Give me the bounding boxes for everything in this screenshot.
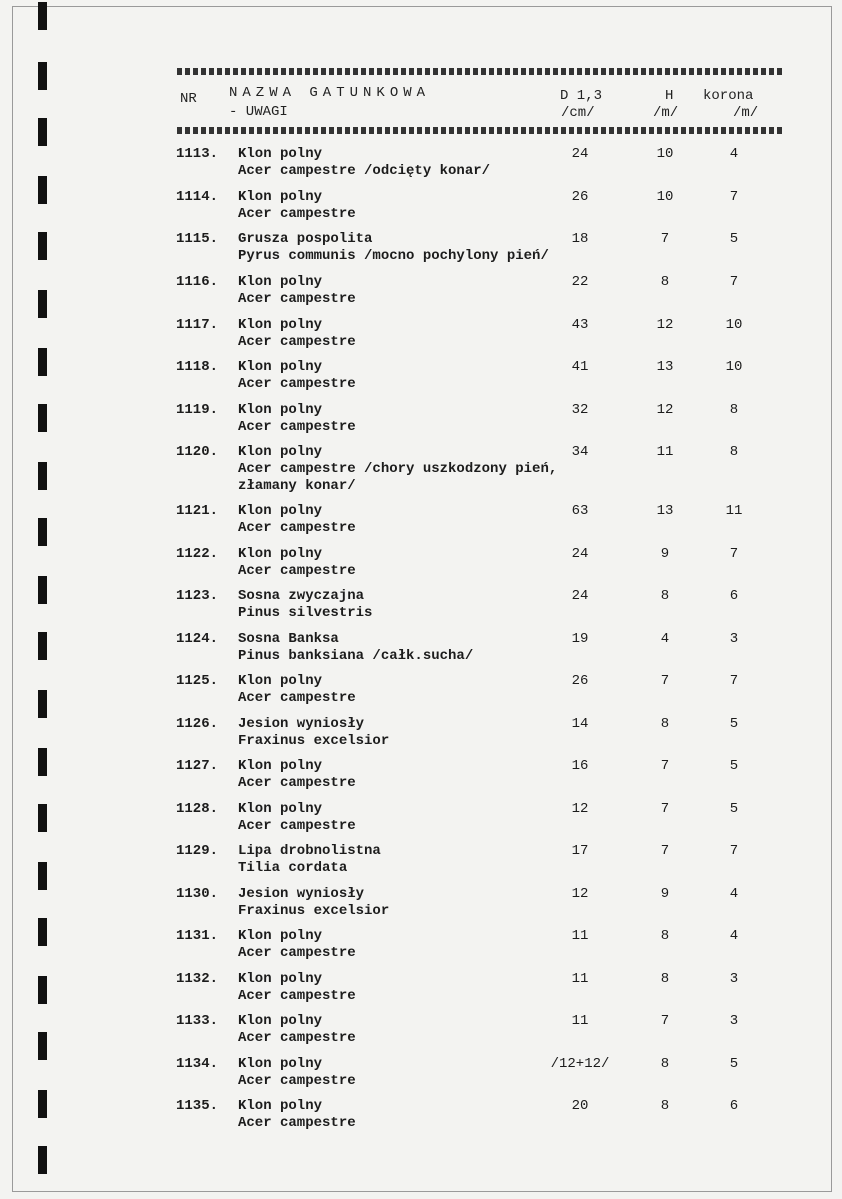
latin-name-remarks: Acer campestre (238, 563, 356, 579)
tree-number: 1134. (176, 1056, 219, 1072)
header-remarks: - UWAGI (229, 104, 288, 120)
common-name: Grusza pospolita (238, 231, 373, 247)
latin-name-remarks: Acer campestre (238, 1030, 356, 1046)
binding-hole (38, 576, 47, 604)
latin-name-remarks: Acer campestre (238, 334, 356, 350)
diameter-value: 11 (571, 1013, 589, 1029)
binding-hole (38, 1032, 47, 1060)
crown-value: 7 (729, 673, 739, 689)
tree-number: 1120. (176, 444, 219, 460)
common-name: Klon polny (238, 1056, 323, 1072)
tree-number: 1123. (176, 588, 219, 604)
diameter-value: 18 (571, 231, 589, 247)
latin-name-remarks: Acer campestre (238, 419, 356, 435)
binding-hole (38, 690, 47, 718)
species-cell (238, 503, 356, 537)
diameter-value: 24 (571, 146, 589, 162)
tree-number: 1126. (176, 716, 219, 732)
height-value: 4 (660, 631, 670, 647)
header-diameter-unit: /cm/ (561, 105, 595, 121)
height-value: 12 (656, 402, 674, 418)
species-cell (238, 146, 490, 180)
tree-number: 1117. (176, 317, 219, 333)
species-cell (238, 359, 356, 393)
binding-hole (38, 404, 47, 432)
crown-value: 5 (729, 716, 739, 732)
crown-value: 8 (729, 444, 739, 460)
species-cell (238, 444, 557, 495)
height-value: 7 (660, 1013, 670, 1029)
diameter-value: 19 (571, 631, 589, 647)
crown-value: 4 (729, 886, 739, 902)
height-value: 7 (660, 758, 670, 774)
common-name: Klon polny (238, 971, 323, 987)
crown-value: 4 (729, 146, 739, 162)
species-cell (238, 673, 356, 707)
binding-hole (38, 918, 47, 946)
binding-hole (38, 2, 47, 30)
common-name: Klon polny (238, 146, 323, 162)
common-name: Lipa drobnolistna (238, 843, 381, 859)
diameter-value: /12+12/ (550, 1056, 610, 1072)
height-value: 8 (660, 716, 670, 732)
latin-name-remarks: Acer campestre (238, 1115, 356, 1131)
crown-value: 3 (729, 631, 739, 647)
common-name: Klon polny (238, 317, 323, 333)
species-cell (238, 1013, 356, 1047)
tree-number: 1131. (176, 928, 219, 944)
tree-number: 1133. (176, 1013, 219, 1029)
common-name: Klon polny (238, 274, 323, 290)
species-cell (238, 189, 356, 223)
diameter-value: 41 (571, 359, 589, 375)
latin-name-remarks: Acer campestre (238, 690, 356, 706)
height-value: 9 (660, 886, 670, 902)
latin-name-remarks: Acer campestre (238, 291, 356, 307)
diameter-value: 17 (571, 843, 589, 859)
species-cell (238, 402, 356, 436)
tree-number: 1132. (176, 971, 219, 987)
tree-number: 1127. (176, 758, 219, 774)
tree-number: 1119. (176, 402, 219, 418)
common-name: Sosna Banksa (238, 631, 339, 647)
height-value: 8 (660, 928, 670, 944)
species-cell (238, 631, 473, 665)
header-nr: NR (180, 91, 197, 107)
common-name: Jesion wyniosły (238, 886, 365, 902)
latin-name-remarks: Acer campestre /chory uszkodzony pień, (238, 461, 558, 477)
species-cell (238, 928, 356, 962)
crown-value: 6 (729, 588, 739, 604)
binding-hole (38, 862, 47, 890)
common-name: Klon polny (238, 801, 323, 817)
common-name: Klon polny (238, 444, 323, 460)
species-cell (238, 971, 356, 1005)
species-cell (238, 758, 356, 792)
common-name: Klon polny (238, 1098, 323, 1114)
diameter-value: 24 (571, 546, 589, 562)
binding-hole (38, 176, 47, 204)
tree-number: 1118. (176, 359, 219, 375)
tree-number: 1128. (176, 801, 219, 817)
species-cell (238, 843, 381, 877)
common-name: Klon polny (238, 189, 323, 205)
crown-value: 5 (729, 801, 739, 817)
tree-number: 1135. (176, 1098, 219, 1114)
latin-name-remarks: Acer campestre (238, 376, 356, 392)
header-separator-bottom (177, 127, 785, 134)
latin-name-remarks: Acer campestre (238, 1073, 356, 1089)
diameter-value: 11 (571, 971, 589, 987)
diameter-value: 43 (571, 317, 589, 333)
binding-hole (38, 632, 47, 660)
tree-number: 1122. (176, 546, 219, 562)
binding-hole (38, 290, 47, 318)
binding-hole (38, 232, 47, 260)
crown-value: 5 (729, 1056, 739, 1072)
height-value: 10 (656, 189, 674, 205)
diameter-value: 12 (571, 886, 589, 902)
diameter-value: 12 (571, 801, 589, 817)
binding-hole (38, 976, 47, 1004)
binding-hole (38, 118, 47, 146)
tree-number: 1113. (176, 146, 219, 162)
binding-hole (38, 748, 47, 776)
common-name: Klon polny (238, 1013, 323, 1029)
species-cell (238, 231, 549, 265)
height-value: 8 (660, 1056, 670, 1072)
crown-value: 8 (729, 402, 739, 418)
header-height-unit: /m/ (653, 105, 679, 121)
latin-name-remarks: Fraxinus excelsior (238, 733, 390, 749)
height-value: 9 (660, 546, 670, 562)
latin-name-remarks: Pinus banksiana /całk.sucha/ (238, 648, 474, 664)
tree-number: 1124. (176, 631, 219, 647)
diameter-value: 32 (571, 402, 589, 418)
common-name: Klon polny (238, 928, 323, 944)
tree-number: 1129. (176, 843, 219, 859)
species-cell (238, 317, 356, 351)
latin-name-remarks: Acer campestre (238, 206, 356, 222)
common-name: Klon polny (238, 546, 323, 562)
diameter-value: 26 (571, 189, 589, 205)
crown-value: 7 (729, 274, 739, 290)
binding-hole (38, 518, 47, 546)
diameter-value: 14 (571, 716, 589, 732)
tree-number: 1114. (176, 189, 219, 205)
tree-number: 1125. (176, 673, 219, 689)
header-diameter: D 1,3 (560, 88, 603, 104)
height-value: 10 (656, 146, 674, 162)
latin-name-remarks: Acer campestre /odcięty konar/ (238, 163, 491, 179)
species-cell (238, 546, 356, 580)
height-value: 8 (660, 1098, 670, 1114)
binding-hole (38, 62, 47, 90)
latin-name-remarks: Fraxinus excelsior (238, 903, 390, 919)
height-value: 7 (660, 843, 670, 859)
binding-hole (38, 1146, 47, 1174)
height-value: 8 (660, 588, 670, 604)
species-cell (238, 1098, 356, 1132)
crown-value: 3 (729, 1013, 739, 1029)
diameter-value: 16 (571, 758, 589, 774)
crown-value: 7 (729, 843, 739, 859)
tree-number: 1115. (176, 231, 219, 247)
latin-name-remarks: złamany konar/ (238, 478, 356, 494)
height-value: 13 (656, 503, 674, 519)
crown-value: 10 (725, 317, 743, 333)
species-cell (238, 886, 389, 920)
species-cell (238, 588, 372, 622)
crown-value: 11 (725, 503, 743, 519)
latin-name-remarks: Acer campestre (238, 945, 356, 961)
common-name: Klon polny (238, 673, 323, 689)
crown-value: 6 (729, 1098, 739, 1114)
tree-number: 1121. (176, 503, 219, 519)
tree-number: 1130. (176, 886, 219, 902)
crown-value: 3 (729, 971, 739, 987)
height-value: 7 (660, 231, 670, 247)
species-cell (238, 716, 389, 750)
header-crown-unit: /m/ (733, 105, 759, 121)
crown-value: 7 (729, 546, 739, 562)
diameter-value: 34 (571, 444, 589, 460)
tree-number: 1116. (176, 274, 219, 290)
common-name: Klon polny (238, 359, 323, 375)
binding-hole (38, 804, 47, 832)
latin-name-remarks: Acer campestre (238, 818, 356, 834)
latin-name-remarks: Pinus silvestris (238, 605, 373, 621)
crown-value: 4 (729, 928, 739, 944)
binding-hole (38, 1090, 47, 1118)
common-name: Klon polny (238, 758, 323, 774)
crown-value: 5 (729, 231, 739, 247)
binding-hole (38, 348, 47, 376)
crown-value: 7 (729, 189, 739, 205)
latin-name-remarks: Acer campestre (238, 988, 356, 1004)
header-separator-top (177, 68, 785, 75)
species-cell (238, 274, 356, 308)
height-value: 7 (660, 673, 670, 689)
diameter-value: 26 (571, 673, 589, 689)
height-value: 11 (656, 444, 674, 460)
height-value: 7 (660, 801, 670, 817)
header-height: H (665, 88, 674, 104)
diameter-value: 22 (571, 274, 589, 290)
diameter-value: 24 (571, 588, 589, 604)
common-name: Jesion wyniosły (238, 716, 365, 732)
crown-value: 5 (729, 758, 739, 774)
latin-name-remarks: Acer campestre (238, 520, 356, 536)
height-value: 13 (656, 359, 674, 375)
crown-value: 10 (725, 359, 743, 375)
common-name: Sosna zwyczajna (238, 588, 365, 604)
binding-hole (38, 462, 47, 490)
latin-name-remarks: Tilia cordata (238, 860, 348, 876)
header-crown: korona (703, 88, 754, 104)
latin-name-remarks: Pyrus communis /mocno pochylony pień/ (238, 248, 549, 264)
species-cell (238, 1056, 356, 1090)
header-species-name: NAZWA GATUNKOWA (229, 85, 431, 101)
height-value: 12 (656, 317, 674, 333)
height-value: 8 (660, 274, 670, 290)
diameter-value: 63 (571, 503, 589, 519)
common-name: Klon polny (238, 402, 323, 418)
diameter-value: 11 (571, 928, 589, 944)
species-cell (238, 801, 356, 835)
height-value: 8 (660, 971, 670, 987)
latin-name-remarks: Acer campestre (238, 775, 356, 791)
common-name: Klon polny (238, 503, 323, 519)
diameter-value: 20 (571, 1098, 589, 1114)
